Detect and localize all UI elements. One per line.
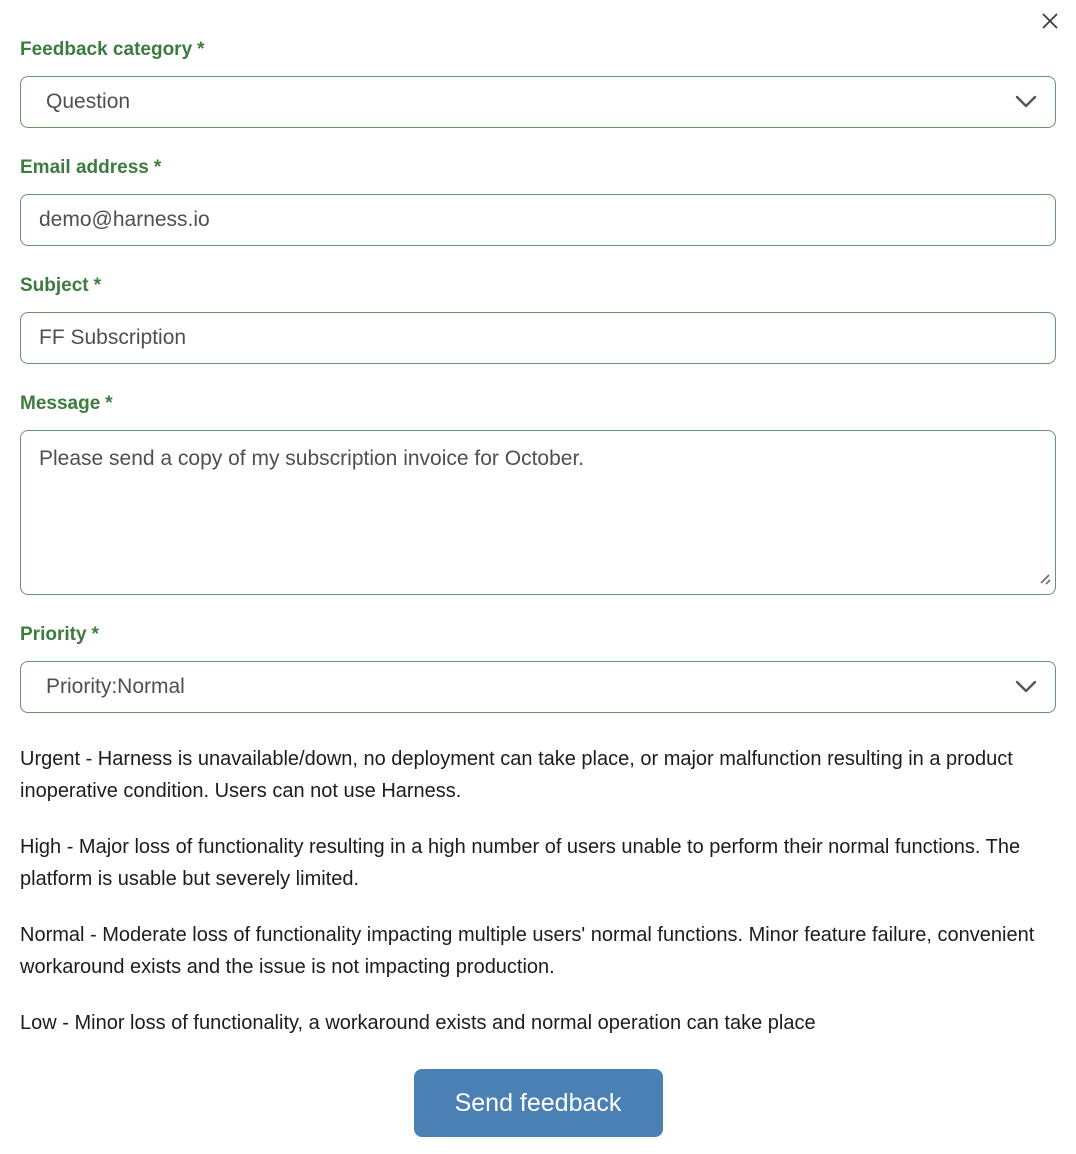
priority-help-low: Low - Minor loss of functionality, a workaround exists and normal operation can take place xyxy=(20,1012,816,1034)
priority-help-urgent: Urgent - Harness is unavailable/down, no deployment can take place, or major malfunction resulting in a product inoperative condition. Users can not use Harness. xyxy=(20,748,1013,802)
resize-handle-icon[interactable] xyxy=(1038,572,1052,591)
message-label-text: Message xyxy=(20,393,101,414)
category-select-value: Question xyxy=(46,90,131,113)
category-label-text: Feedback category xyxy=(20,39,193,60)
category-select[interactable] xyxy=(20,76,1056,128)
close-icon xyxy=(1041,12,1059,33)
required-asterisk: * xyxy=(105,393,113,414)
chevron-down-icon xyxy=(1015,675,1037,699)
priority-help-normal: Normal - Moderate loss of functionality impacting multiple users' normal functions. Minor feature failure, convenient workaround exists and the issue is not impacting production. xyxy=(20,924,1035,978)
message-textarea-wrap xyxy=(20,430,1056,595)
email-label-text: Email address xyxy=(20,157,149,178)
priority-label xyxy=(20,625,1056,645)
priority-help-high: High - Major loss of functionality resulting in a high number of users unable to perform their normal functions. The platform is usable but severely limited. xyxy=(20,836,1021,890)
email-field[interactable] xyxy=(20,194,1056,246)
chevron-down-icon xyxy=(1015,90,1037,114)
required-asterisk: * xyxy=(93,275,102,296)
required-asterisk: * xyxy=(197,39,205,60)
subject-label xyxy=(20,276,1056,296)
send-feedback-button[interactable]: Send feedback xyxy=(414,1069,663,1137)
priority-select[interactable] xyxy=(20,661,1056,713)
category-label xyxy=(20,40,1056,60)
email-label xyxy=(20,158,1056,178)
subject-field[interactable] xyxy=(20,312,1056,364)
close-button[interactable] xyxy=(1038,10,1062,34)
message-textarea[interactable] xyxy=(20,430,1056,595)
submit-row xyxy=(20,1069,1056,1137)
message-label xyxy=(20,394,1056,414)
priority-select-value: Priority:Normal xyxy=(46,675,185,698)
required-asterisk: * xyxy=(91,624,99,645)
priority-label-text: Priority xyxy=(20,624,87,645)
subject-label-text: Subject xyxy=(20,275,89,296)
required-asterisk: * xyxy=(153,157,162,178)
